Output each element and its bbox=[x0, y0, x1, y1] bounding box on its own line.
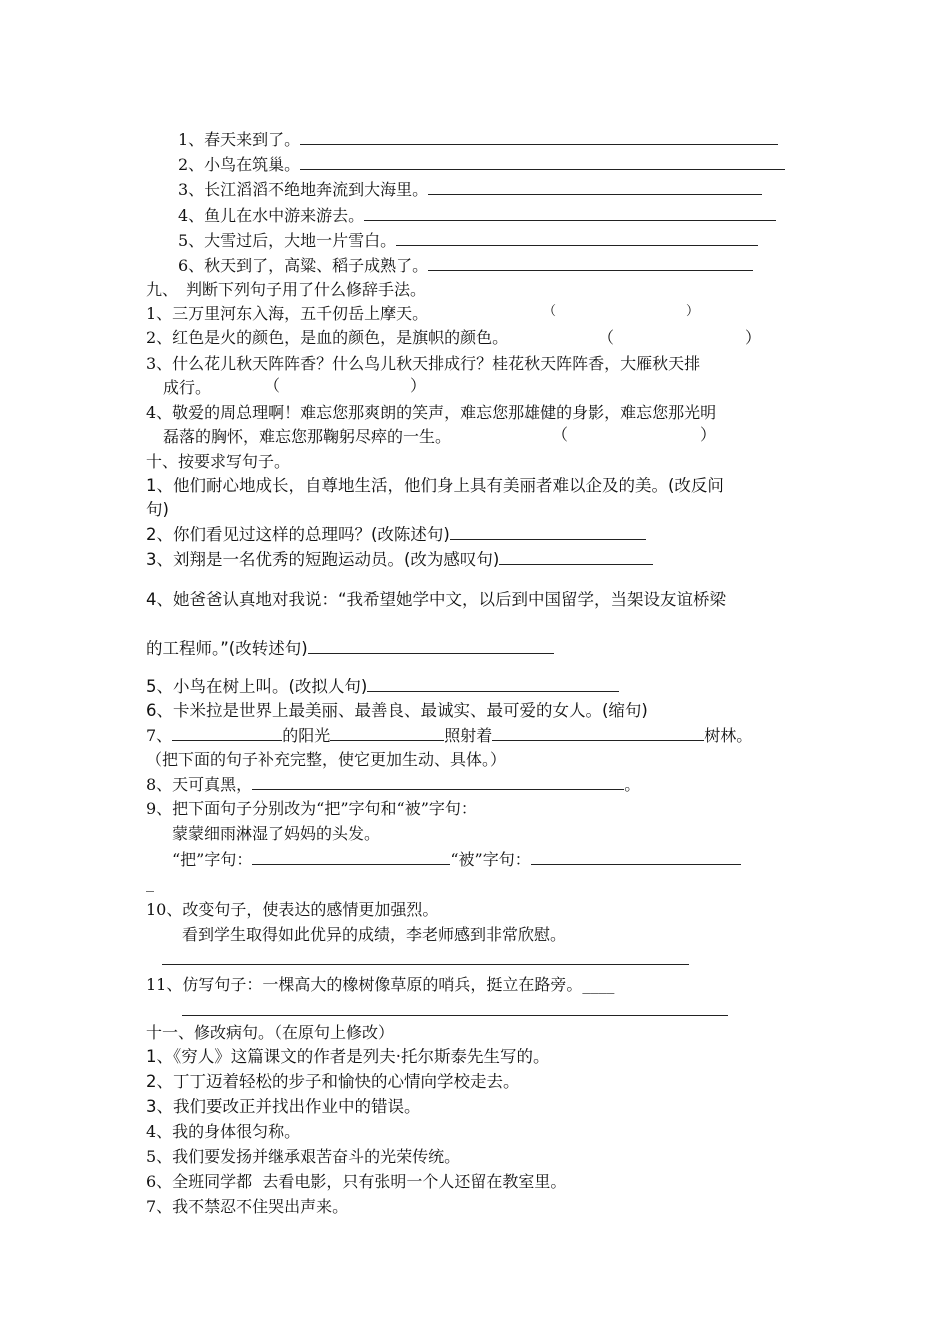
s8-item-6-answer-line[interactable] bbox=[428, 254, 753, 271]
s11-title: 十一、修改病句。（在原句上修改） bbox=[146, 1023, 395, 1042]
s10-q11: 11、仿写句子：一棵高大的橡树像草原的哨兵，挺立在路旁。____ bbox=[146, 975, 615, 994]
s8-item-5-text: 5、大雪过后，大地一片雪白。 bbox=[178, 231, 397, 250]
s10-q2 bbox=[146, 523, 646, 546]
s10-q1b: 句) bbox=[146, 500, 169, 519]
s10-q4a: 4、她爸爸认真地对我说：“我希望她学中文，以后到中国留学，当架设友谊桥梁 bbox=[146, 590, 727, 609]
s11-item-6: 6、全班同学都 去看电影，只有张明一个人还留在教室里。 bbox=[146, 1172, 567, 1191]
s8-item-5-answer-line[interactable] bbox=[396, 229, 758, 246]
s10-q9: 9、把下面句子分别改为“把”字句和“被”字句： bbox=[146, 799, 477, 818]
s10-q3-text: 3、刘翔是一名优秀的短跑运动员。(改为感叹句) bbox=[146, 550, 500, 569]
s11-item-2: 2、丁丁迈着轻松的步子和愉快的心情向学校走去。 bbox=[146, 1072, 520, 1091]
s10-q1a: 1、他们耐心地成长，自尊地生活，他们身上具有美丽者难以企及的美。(改反问 bbox=[146, 476, 724, 495]
s11-item-3: 3、我们要改正并找出作业中的错误。 bbox=[146, 1097, 421, 1116]
s10-q7 bbox=[146, 724, 752, 747]
s8-item-3 bbox=[178, 178, 762, 201]
s10-q2-answer-line[interactable] bbox=[450, 523, 646, 540]
s9-q2-paren-close: ） bbox=[745, 328, 762, 347]
s10-q8-end: 。 bbox=[624, 775, 641, 794]
s9-q1-paren-open: （ bbox=[543, 304, 557, 319]
s8-item-3-answer-line[interactable] bbox=[428, 178, 762, 195]
s9-q3-paren-close: ） bbox=[410, 376, 427, 395]
s10-q5-answer-line[interactable] bbox=[367, 675, 619, 692]
s10-q7-c: 树林。 bbox=[704, 726, 753, 745]
s11-item-7: 7、我不禁忍不住哭出声来。 bbox=[146, 1197, 349, 1216]
s9-q3a: 3、什么花儿秋天阵阵香？什么鸟儿秋天排成行？桂花秋天阵阵香，大雁秋天排 bbox=[146, 354, 701, 373]
s10-q6: 6、卡米拉是世界上最美丽、最善良、最诚实、最可爱的女人。(缩句) bbox=[146, 701, 648, 720]
s11-item-4: 4、我的身体很匀称。 bbox=[146, 1122, 301, 1141]
s9-q1: 1、三万里河东入海，五千仞岳上摩天。 bbox=[146, 304, 429, 323]
s8-item-2 bbox=[178, 153, 785, 176]
s10-q9-ba-label: “把”字句： bbox=[172, 850, 253, 869]
s10-q7-blank-2[interactable] bbox=[330, 724, 444, 741]
s8-item-4 bbox=[178, 204, 776, 227]
s10-q7-note: （把下面的句子补充完整，使它更加生动、具体。） bbox=[146, 750, 507, 769]
s11-item-1: 1、《穷人》这篇课文的作者是列夫·托尔斯泰先生写的。 bbox=[146, 1047, 550, 1066]
s10-q7-num: 7、 bbox=[146, 726, 173, 745]
s10-q9-bei-label: “被”字句： bbox=[450, 850, 531, 869]
s9-q2-paren-open: （ bbox=[598, 328, 615, 347]
s10-q2-text: 2、你们看见过这样的总理吗？(改陈述句) bbox=[146, 525, 450, 544]
s10-q7-a: 的阳光 bbox=[282, 726, 331, 745]
s8-item-1-answer-line[interactable] bbox=[300, 128, 778, 145]
s8-item-5 bbox=[178, 229, 758, 252]
s10-q7-blank-3[interactable] bbox=[492, 724, 704, 741]
s10-q9-ba-answer-line[interactable] bbox=[252, 848, 450, 865]
s9-q4-paren-close: ） bbox=[700, 425, 717, 444]
s11-item-5: 5、我们要发扬并继承艰苦奋斗的光荣传统。 bbox=[146, 1147, 461, 1166]
s8-item-2-answer-line[interactable] bbox=[300, 153, 785, 170]
s8-item-6 bbox=[178, 254, 753, 277]
s8-item-3-text: 3、长江滔滔不绝地奔流到大海里。 bbox=[178, 180, 429, 199]
s10-q3 bbox=[146, 548, 653, 571]
s9-q2: 2、红色是火的颜色，是血的颜色，是旗帜的颜色。 bbox=[146, 328, 509, 347]
s10-title: 十、按要求写句子。 bbox=[146, 452, 291, 471]
s10-q7-blank-1[interactable] bbox=[172, 724, 282, 741]
s10-q10: 10、改变句子，使表达的感情更加强烈。 bbox=[146, 900, 439, 919]
s10-q5-text: 5、小鸟在树上叫。(改拟人句) bbox=[146, 677, 368, 696]
s10-q4-answer-line[interactable] bbox=[308, 637, 554, 654]
s8-item-1-text: 1、春天来到了。 bbox=[178, 130, 301, 149]
s10-q10-sentence: 看到学生取得如此优异的成绩，李老师感到非常欣慰。 bbox=[182, 925, 567, 944]
s10-q4b-text: 的工程师。”(改转述句) bbox=[146, 639, 308, 658]
s8-item-6-text: 6、秋天到了，高粱、稻子成熟了。 bbox=[178, 256, 429, 275]
s10-q8-text: 8、天可真黑， bbox=[146, 775, 253, 794]
s9-q1-paren-close: ） bbox=[686, 304, 700, 319]
s8-item-1 bbox=[178, 128, 778, 151]
s9-q4-paren-open: （ bbox=[552, 425, 569, 444]
s9-q3-paren-open: （ bbox=[264, 376, 281, 395]
s10-q9-tail: _ bbox=[146, 873, 154, 892]
s10-q9-answers bbox=[172, 848, 741, 871]
s10-q8 bbox=[146, 773, 640, 796]
s10-q4b bbox=[146, 637, 554, 660]
s9-q4b: 磊落的胸怀，难忘您那鞠躬尽瘁的一生。 bbox=[163, 427, 452, 446]
s10-q10-answer-line[interactable] bbox=[162, 964, 689, 965]
s8-item-2-text: 2、小鸟在筑巢。 bbox=[178, 155, 301, 174]
s10-q8-answer-line[interactable] bbox=[252, 773, 624, 790]
s10-q7-b: 照射着 bbox=[444, 726, 493, 745]
s8-item-4-text: 4、鱼儿在水中游来游去。 bbox=[178, 206, 365, 225]
s10-q3-answer-line[interactable] bbox=[499, 548, 653, 565]
s10-q5 bbox=[146, 675, 619, 698]
s10-q9-bei-answer-line[interactable] bbox=[531, 848, 741, 865]
s9-q4a: 4、敬爱的周总理啊！难忘您那爽朗的笑声，难忘您那雄健的身影，难忘您那光明 bbox=[146, 403, 717, 422]
s10-q11-answer-line[interactable] bbox=[182, 1015, 728, 1016]
s9-q3b: 成行。 bbox=[163, 378, 212, 397]
s8-item-4-answer-line[interactable] bbox=[364, 204, 776, 221]
s10-q9-sentence: 蒙蒙细雨淋湿了妈妈的头发。 bbox=[172, 824, 381, 843]
s9-title: 九、 判断下列句子用了什么修辞手法。 bbox=[146, 280, 427, 299]
